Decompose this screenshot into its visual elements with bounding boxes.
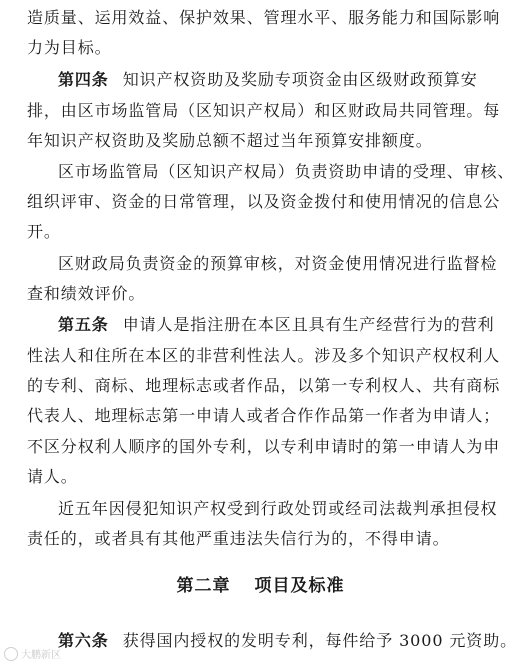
watermark xyxy=(4,646,61,661)
chapter-number: 第二章 xyxy=(176,576,231,596)
text-line: 年知识产权资助及奖励总额不超过当年预算安排额度。 xyxy=(27,131,433,150)
text-line: 申请人是指注册在本区且具有生产经营行为的营利 xyxy=(122,315,495,334)
text-line: 查和绩效评价。 xyxy=(27,284,146,303)
text-line: 区市场监管局（区知识产权局）负责资助申请的受理、审核、 xyxy=(58,162,515,181)
text-line: 责任的，或者具有其他严重违法失信行为的，不得申请。 xyxy=(27,529,450,548)
text-line: 请人。 xyxy=(27,467,78,486)
text-line: 开。 xyxy=(27,222,61,241)
chapter-heading xyxy=(0,571,521,596)
watermark-text: 大鹏新区 xyxy=(21,650,61,661)
text-line: 性法人和住所在本区的非营利性法人。涉及多个知识产权权利人 xyxy=(27,346,501,365)
text-line: 获得国内授权的发明专利，每件给予 3000 元资助。 xyxy=(122,631,517,650)
text-line: 不区分权利人顺序的国外专利，以专利申请时的第一申请人为申 xyxy=(27,437,501,456)
text-line: 力为目标。 xyxy=(27,38,112,57)
article-6-line xyxy=(58,631,517,651)
article-5-label: 第五条 xyxy=(58,315,109,334)
text-line: 造质量、运用效益、保护效果、管理水平、服务能力和国际影响 xyxy=(27,8,501,27)
article-6-label: 第六条 xyxy=(58,631,109,650)
text-line: 组织评审、资金的日常管理，以及资金拨付和使用情况的信息公 xyxy=(27,192,501,211)
article-5-first-line xyxy=(58,315,495,335)
text-line: 排，由区市场监管局（区知识产权局）和区财政局共同管理。每 xyxy=(27,101,501,120)
text-line: 代表人、地理标志第一申请人或者合作作品第一作者为申请人； xyxy=(27,406,501,425)
watermark-logo-icon xyxy=(4,647,18,661)
chapter-title: 项目及标准 xyxy=(254,576,345,596)
text-line: 近五年因侵犯知识产权受到行政处罚或经司法裁判承担侵权 xyxy=(58,499,498,518)
article-4-label: 第四条 xyxy=(58,70,109,89)
text-line: 区财政局负责资金的预算审核，对资金使用情况进行监督检 xyxy=(58,254,498,273)
text-line: 的专利、商标、地理标志或者作品，以第一专利权人、共有商标 xyxy=(27,376,501,395)
article-4-first-line xyxy=(58,70,495,90)
text-line: 知识产权资助及奖励专项资金由区级财政预算安 xyxy=(122,70,478,89)
